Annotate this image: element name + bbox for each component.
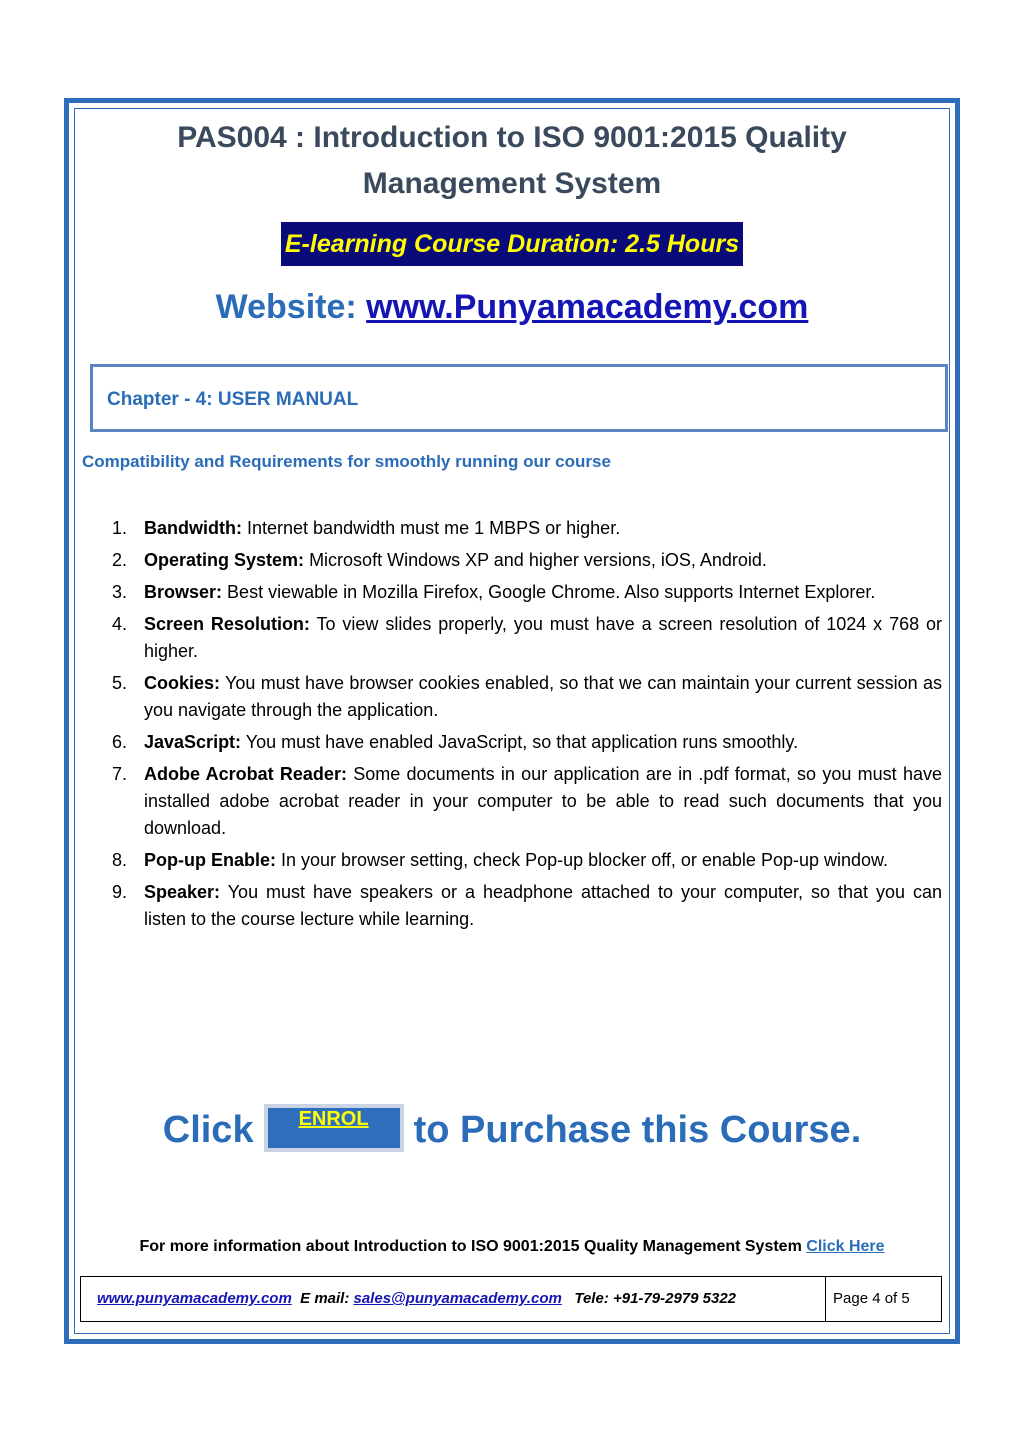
footer-divider xyxy=(825,1277,826,1321)
item-label: Operating System: xyxy=(144,550,305,570)
chapter-label: Chapter - 4: USER MANUAL xyxy=(107,389,359,410)
more-info-line xyxy=(0,1238,1024,1256)
list-item xyxy=(110,547,942,574)
website-link[interactable]: www.Punyamacademy.com xyxy=(366,288,809,326)
duration-banner: E-learning Course Duration: 2.5 Hours xyxy=(281,222,743,266)
item-text: To view slides properly, you must have a screen resolution of 1024 x 768 or higher. xyxy=(144,614,943,661)
item-text: Microsoft Windows XP and higher versions, iOS, Android. xyxy=(309,550,767,570)
more-info-text: For more information about Introduction to ISO 9001:2015 Quality Management System xyxy=(139,1238,802,1255)
footer-tele: Tele: +91-79-2979 5322 xyxy=(574,1290,737,1307)
footer-email-label: E mail: xyxy=(300,1290,350,1307)
item-number: 1. xyxy=(112,518,128,538)
item-number: 3. xyxy=(112,582,128,602)
title-line-2: Management System xyxy=(362,167,662,200)
item-label: Browser: xyxy=(144,582,223,602)
item-label: JavaScript: xyxy=(144,732,242,752)
enrol-button-label: ENROL xyxy=(298,1107,369,1130)
compat-heading: Compatibility and Requirements for smoothly running our course xyxy=(82,452,611,471)
title-line-1: PAS004 : Introduction to ISO 9001:2015 Quality xyxy=(177,121,847,154)
item-label: Pop-up Enable: xyxy=(144,850,276,870)
item-text: You must have enabled JavaScript, so that application runs smoothly. xyxy=(245,732,799,752)
list-item xyxy=(110,847,942,874)
click-here-link[interactable]: Click Here xyxy=(806,1238,885,1255)
website-label: Website: xyxy=(215,288,357,326)
item-label: Adobe Acrobat Reader: xyxy=(144,764,347,784)
item-number: 5. xyxy=(112,673,128,693)
list-item xyxy=(110,579,942,606)
list-item xyxy=(110,761,942,842)
enrol-cta xyxy=(0,1100,1024,1160)
item-label: Cookies: xyxy=(144,673,221,693)
requirements-list xyxy=(110,515,942,938)
footer-email-link[interactable]: sales@punyamacademy.com xyxy=(353,1290,562,1307)
item-label: Speaker: xyxy=(144,882,221,902)
item-number: 8. xyxy=(112,850,128,870)
list-item xyxy=(110,670,942,724)
footer-website-link[interactable]: www.punyamacademy.com xyxy=(97,1290,292,1307)
cta-before: Click xyxy=(162,1109,254,1151)
item-number: 7. xyxy=(112,764,128,784)
chapter-box xyxy=(90,364,948,432)
item-number: 9. xyxy=(112,882,128,902)
item-text: You must have browser cookies enabled, so that we can maintain your current session as you navigate through the application. xyxy=(144,673,942,720)
item-number: 4. xyxy=(112,614,128,634)
list-item xyxy=(110,515,942,542)
cta-after: to Purchase this Course. xyxy=(413,1109,862,1151)
duration-banner-wrap xyxy=(0,222,1024,266)
item-text: Best viewable in Mozilla Firefox, Google Chrome. Also supports Internet Explorer. xyxy=(227,582,876,602)
item-number: 2. xyxy=(112,550,128,570)
item-label: Screen Resolution: xyxy=(144,614,310,634)
list-item xyxy=(110,879,942,933)
item-text: You must have speakers or a headphone attached to your computer, so that you can listen to the course lecture while learning. xyxy=(144,882,942,929)
footer xyxy=(80,1276,942,1322)
item-text: In your browser setting, check Pop-up blocker off, or enable Pop-up window. xyxy=(281,850,889,870)
footer-contact xyxy=(97,1290,736,1307)
item-number: 6. xyxy=(112,732,128,752)
item-label: Bandwidth: xyxy=(144,518,242,538)
page-title xyxy=(0,115,1024,207)
item-text: Some documents in our application are in .pdf format, so you must have installed adobe acrobat reader in your computer to be able to read such documents that you download. xyxy=(144,764,942,838)
page-number: Page 4 of 5 xyxy=(833,1290,910,1307)
enrol-button[interactable] xyxy=(264,1104,404,1152)
item-text: Internet bandwidth must me 1 MBPS or higher. xyxy=(247,518,621,538)
list-item xyxy=(110,611,942,665)
website-line xyxy=(0,288,1024,327)
list-item xyxy=(110,729,942,756)
